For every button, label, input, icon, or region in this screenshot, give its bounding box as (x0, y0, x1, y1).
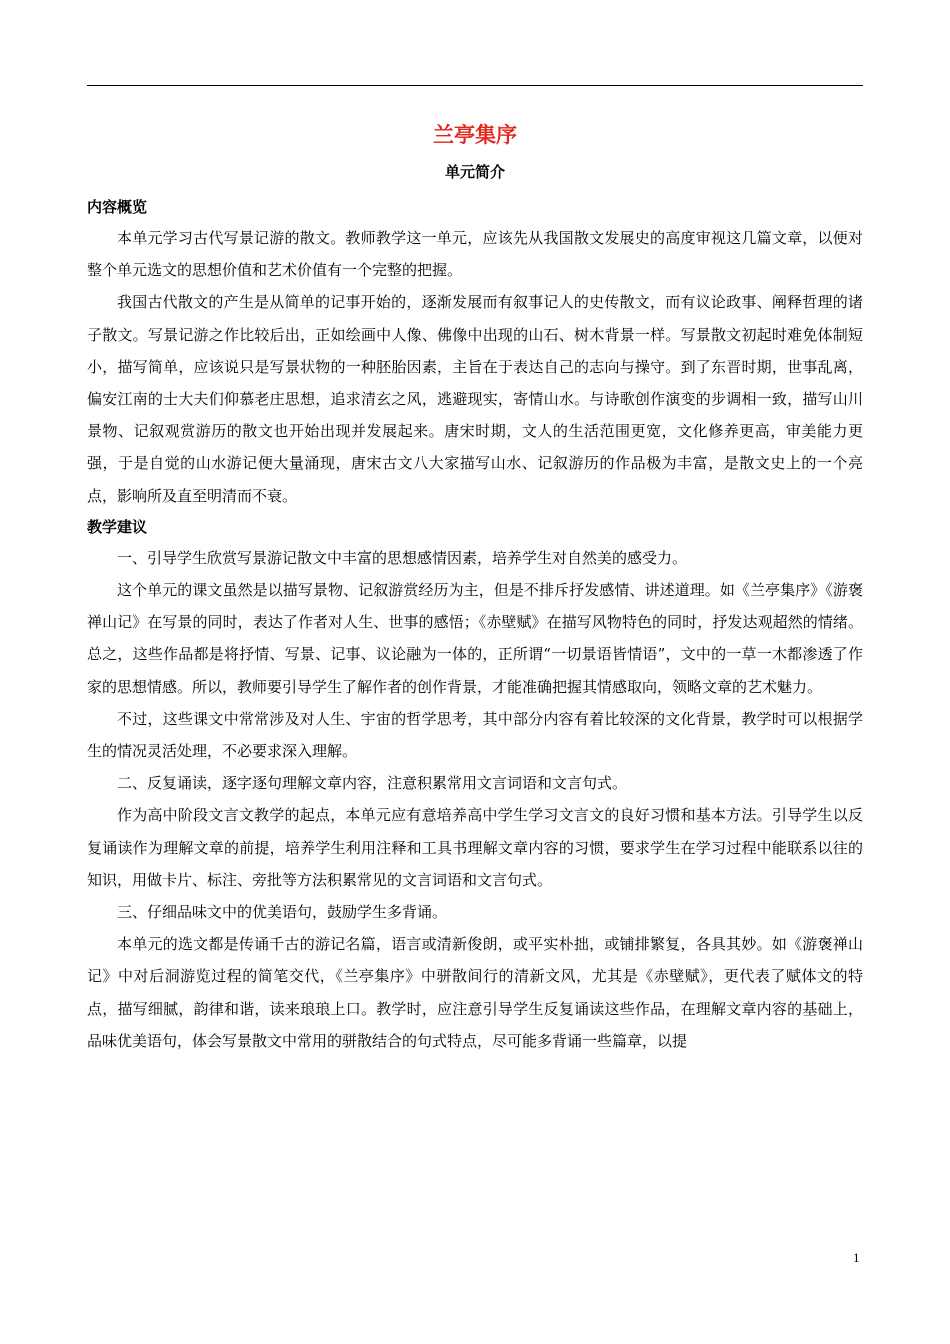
section-overview (87, 192, 863, 512)
document-subtitle: 单元简介 (444, 163, 505, 181)
paragraph: 本单元的选文都是传诵千古的游记名篇，语言或清新俊朗，或平实朴拙，或铺排繁复，各具其妙。如《游褒禅山记》中对后洞游览过程的简笔交代，《兰亭集序》中骈散间行的清新文风，尤其是《赤壁赋》，更代表了赋体文的特点，描写细腻，韵律和谐，读来琅琅上口。教学时，应注意引导学生反复诵读这些作品，在理解文章内容的基础上，品味优美语句，体会写景散文中常用的骈散结合的句式特点，尽可能多背诵一些篇章，以提 (87, 935, 863, 1050)
paragraph: 二、反复诵读，逐字逐句理解文章内容，注意积累常用文言词语和文言句式。 (117, 774, 628, 793)
section-teaching-suggestions (87, 512, 863, 1057)
section-heading: 教学建议 (87, 517, 148, 536)
paragraph: 本单元学习古代写景记游的散文。教师教学这一单元，应该先从我国散文发展史的高度审视这几篇文章，以便对整个单元选文的思想价值和艺术价值有一个完整的把握。 (87, 229, 863, 280)
document-title: 兰亭集序 (433, 123, 517, 147)
section-heading: 内容概览 (87, 198, 148, 216)
paragraph: 我国古代散文的产生是从简单的记事开始的，逐渐发展而有叙事记人的史传散文，而有议论政事、阐释哲理的诸子散文。写景记游之作比较后出，正如绘画中人像、佛像中出现的山石、树木背景一样。写景散文初起时难免体制短小，描写简单，应该说只是写景状物的一种胚胎因素，主旨在于表达自己的志向与操守。到了东晋时期，世事乱离，偏安江南的士大夫们仰慕老庄思想，追求清玄之风，逃避现实，寄情山水。与诗歌创作演变的步调相一致，描写山川景物、记叙观赏游历的散文也开始出现并发展起来。唐宋时期，文人的生活范围更宽，文化修养更高，审美能力更强，于是自觉的山水游记便大量涌现，唐宋古文八大家描写山水、记叙游历的作品极为丰富，是散文史上的一个亮点，影响所及直至明清而不衰。 (87, 293, 863, 505)
header-rule (87, 85, 863, 86)
paragraph: 一、引导学生欣赏写景游记散文中丰富的思想感情因素，培养学生对自然美的感受力。 (117, 548, 688, 567)
paragraph: 三、仔细品味文中的优美语句，鼓励学生多背诵。 (117, 903, 448, 922)
paragraph: 作为高中阶段文言文教学的起点，本单元应有意培养高中学生学习文言文的良好习惯和基本方法。引导学生以反复诵读作为理解文章的前提，培养学生利用注释和工具书理解文章内容的习惯，要求学生在学习过程中能联系以往的知识，用做卡片、标注、旁批等方法积累常见的文言词语和文言句式。 (87, 806, 863, 889)
paragraph: 不过，这些课文中常常涉及对人生、宇宙的哲学思考，其中部分内容有着比较深的文化背景，教学时可以根据学生的情况灵活处理，不必要求深入理解。 (87, 709, 863, 761)
page-number: 1 (853, 1250, 860, 1265)
paragraph: 这个单元的课文虽然是以描写景物、记叙游赏经历为主，但是不排斥抒发感情、讲述道理。如《兰亭集序》《游褒禅山记》在写景的同时，表达了作者对人生、世事的感悟；《赤壁赋》在描写风物特色的同时，抒发达观超然的情绪。总之，这些作品都是将抒情、写景、记事、议论融为一体的，正所谓“一切景语皆情语”，文中的一草一木都渗透了作家的思想情感。所以，教师要引导学生了解作者的创作背景，才能准确把握其情感取向，领略文章的艺术魅力。 (87, 581, 863, 696)
document-body (87, 118, 863, 1057)
